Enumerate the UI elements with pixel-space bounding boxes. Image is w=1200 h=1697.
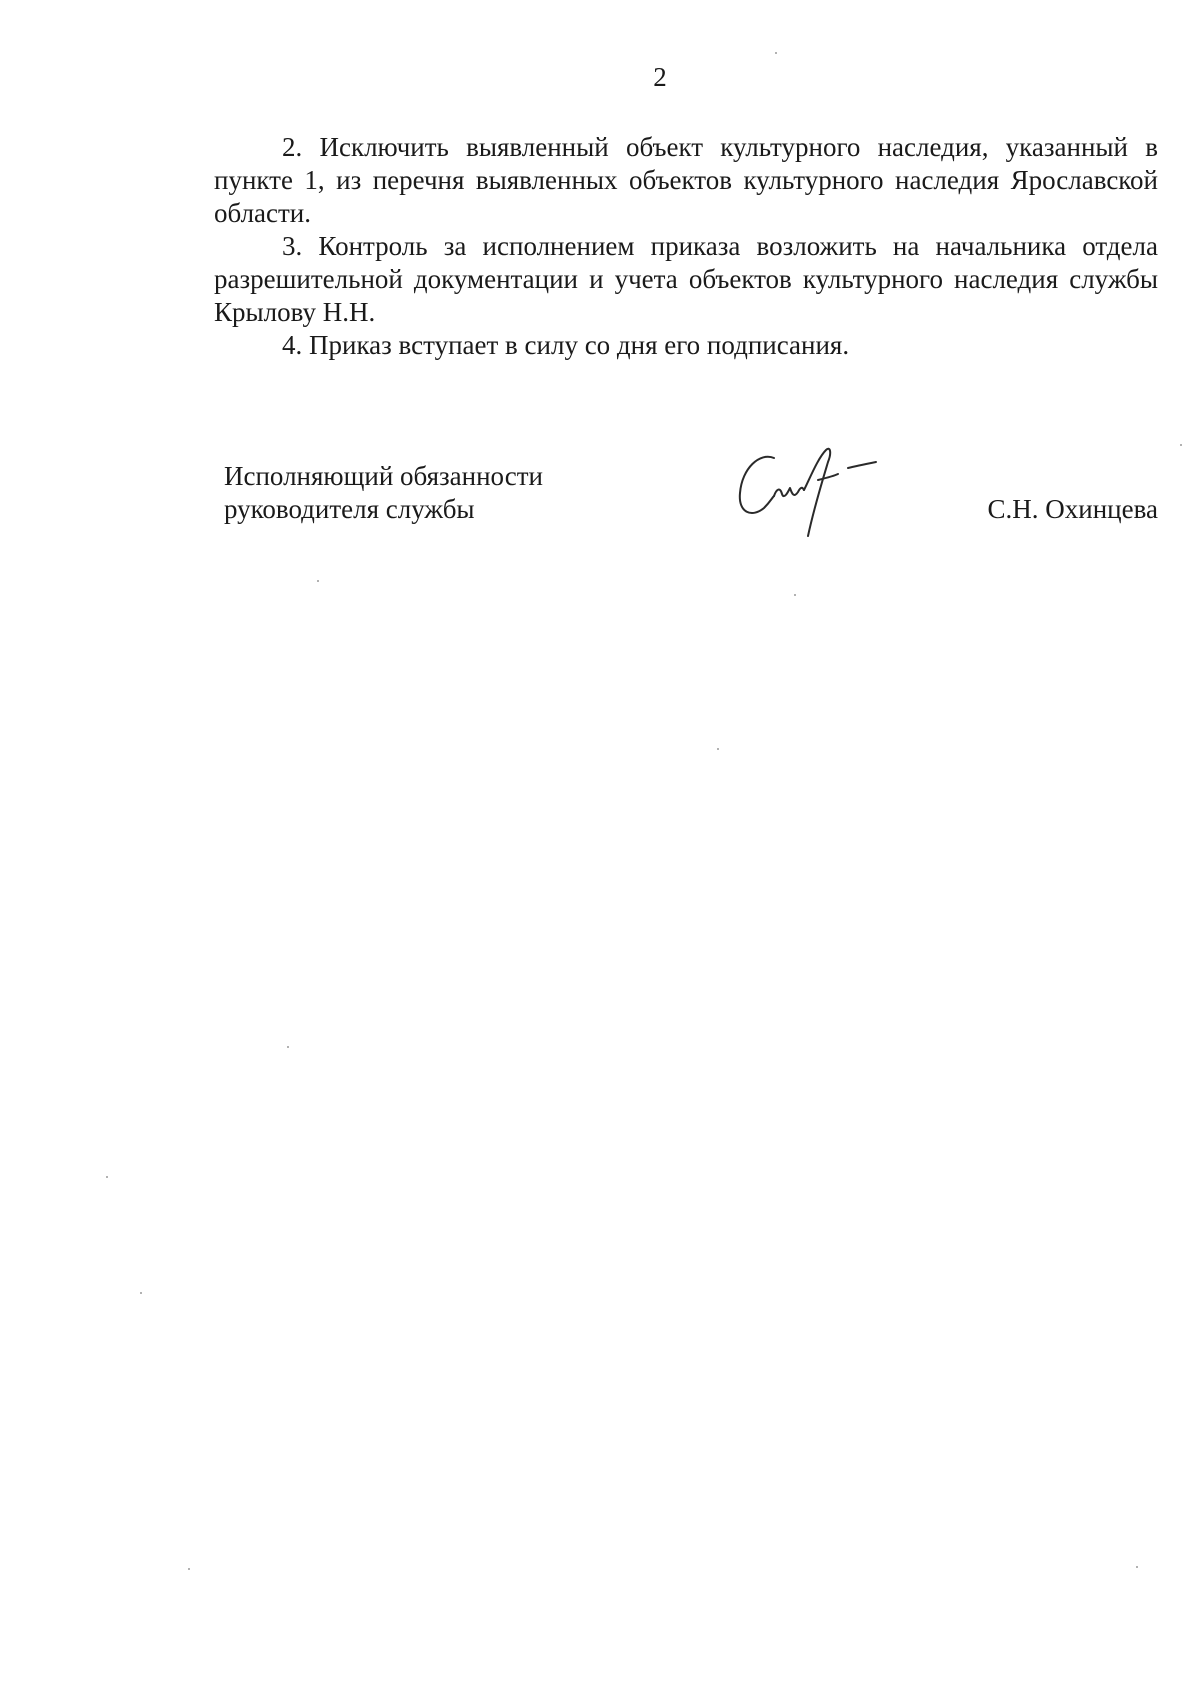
scan-speck xyxy=(794,594,796,596)
paragraph-3: 3. Контроль за исполнением приказа возложить на начальника отдела разрешительной документации и учета объектов культурного наследия службы Крылову Н.Н. xyxy=(214,231,1158,327)
scan-speck xyxy=(287,1046,289,1048)
scan-speck xyxy=(317,580,319,582)
scan-speck xyxy=(106,1176,108,1178)
signature-stroke-dash xyxy=(848,462,876,468)
scan-speck xyxy=(717,748,719,750)
signer-position-line-2: руководителя службы xyxy=(224,494,475,524)
paragraph-2: 2. Исключить выявленный объект культурного наследия, указанный в пункте 1, из перечня выявленных объектов культурного наследия Ярославской области. xyxy=(214,132,1158,228)
signature-stroke-tail xyxy=(804,449,830,536)
scan-speck xyxy=(775,52,777,54)
scan-speck xyxy=(140,1292,142,1294)
handwritten-signature xyxy=(730,438,890,548)
signature-stroke-c xyxy=(740,457,774,513)
scan-speck xyxy=(1136,1566,1138,1568)
scan-speck xyxy=(188,1568,190,1570)
signature-block xyxy=(224,460,1158,530)
signature-stroke-flourish xyxy=(818,474,838,480)
signature-stroke-loops xyxy=(774,488,804,496)
signer-position xyxy=(224,460,543,526)
document-body xyxy=(214,131,1158,362)
signer-name: С.Н. Охинцева xyxy=(987,494,1158,524)
page-number: 2 xyxy=(653,62,667,92)
paragraph-4: 4. Приказ вступает в силу со дня его подписания. xyxy=(282,330,850,360)
signer-position-line-1: Исполняющий обязанности xyxy=(224,461,543,491)
scan-speck xyxy=(1180,444,1182,446)
